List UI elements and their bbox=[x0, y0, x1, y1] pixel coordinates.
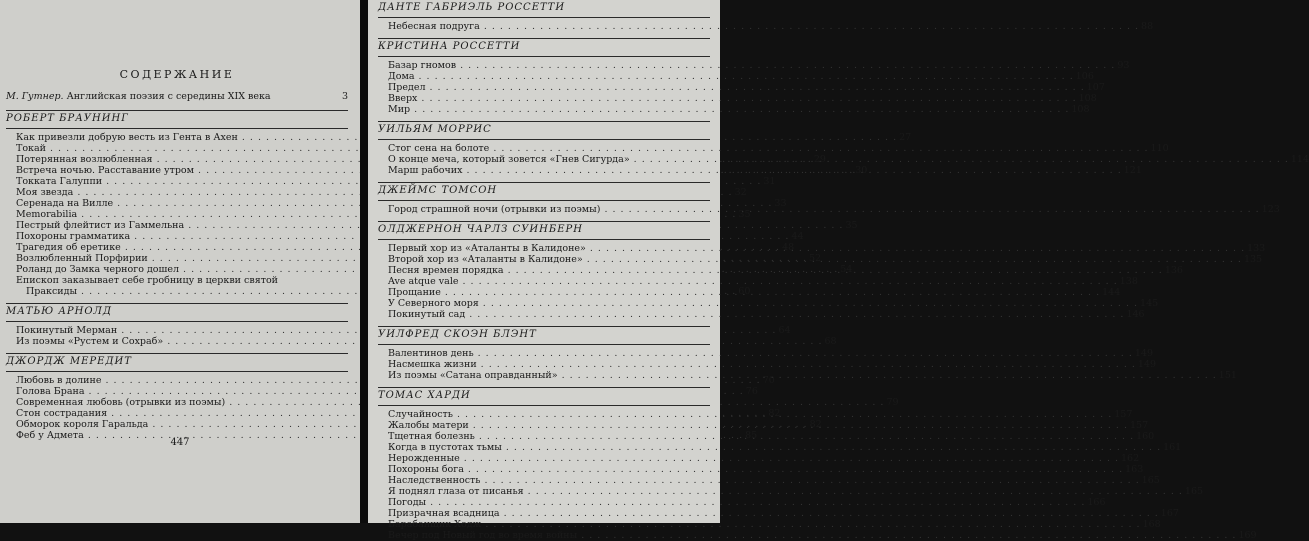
entry-title: Обморок короля Гаральда . . . bbox=[16, 419, 808, 430]
entry-page: 162 bbox=[1121, 453, 1140, 464]
toc-entry bbox=[378, 442, 1182, 453]
entry-page: 54 bbox=[840, 264, 853, 275]
section-author-heading: РОБЕРТ БРАУНИНГ bbox=[6, 110, 348, 129]
toc-entry bbox=[378, 486, 1204, 497]
entry-page: 168 bbox=[1142, 519, 1161, 530]
book-gutter bbox=[360, 0, 368, 523]
entry-title: Как привезли добрую весть из Гента в Ахен . . . bbox=[16, 132, 897, 143]
entry-title: Из поэмы «Рустем и Сохраб» . . . bbox=[16, 336, 822, 347]
entry-title: Я поднял глаза от писанья . . . bbox=[388, 486, 1183, 497]
section-author-heading: ДАНТЕ ГАБРИЭЛЬ РОССЕТТИ bbox=[378, 0, 710, 18]
toc-entry bbox=[378, 519, 1161, 530]
entry-title: Покинутый сад . . . bbox=[388, 309, 1124, 320]
entry-title: Стог сена на болоте . . . bbox=[388, 143, 1149, 154]
entry-page: 136 bbox=[1164, 265, 1183, 276]
entry-title: Случайность . . . bbox=[388, 409, 1112, 420]
entry-page: 138 bbox=[1119, 276, 1138, 287]
toc-entry bbox=[378, 359, 1157, 370]
entry-page: 145 bbox=[1140, 298, 1159, 309]
entry-title: Марш рабочих . . . bbox=[388, 165, 1122, 176]
entry-page: 144 bbox=[1102, 287, 1121, 298]
entry-title: Пестрый флейтист из Гаммельна . . . bbox=[16, 220, 843, 231]
entry-page: 161 bbox=[1163, 442, 1182, 453]
entry-title: Из поэмы «Сатана оправданный» . . . bbox=[388, 370, 1217, 381]
entry-title: Нерожденные . . . bbox=[388, 453, 1119, 464]
entry-title: Епископ заказывает себе гробницу в церкви святой bbox=[16, 275, 278, 286]
entry-page: 166 bbox=[1087, 497, 1106, 508]
toc-entry bbox=[378, 21, 1154, 32]
section-author-heading: УИЛФРЕД СКОЭН БЛЭНТ bbox=[378, 326, 710, 345]
entry-title: Голова Брана . . . bbox=[16, 386, 744, 397]
intro-entry bbox=[6, 91, 348, 102]
entry-title: Моя звезда . . . bbox=[16, 187, 733, 198]
entry-page: 106 bbox=[1075, 71, 1094, 82]
entry-title: Дома . . . bbox=[388, 71, 1074, 82]
entry-page: 167 bbox=[1160, 508, 1179, 519]
entry-title: Встреча ночью. Расставание утром . . . bbox=[16, 165, 853, 176]
entry-title: Вечер под Новый год во время войны . . . bbox=[388, 530, 1236, 541]
entry-title: Токай . . . bbox=[16, 143, 705, 154]
entry-page: 165 bbox=[1141, 475, 1160, 486]
toc-entry bbox=[6, 198, 787, 209]
toc-entry bbox=[378, 276, 1138, 287]
entry-title: Феб у Адмета . . . bbox=[16, 430, 743, 441]
entry-page: 70 bbox=[762, 375, 775, 386]
entry-page: 169 bbox=[1238, 530, 1257, 541]
section-author-heading: ТОМАС ХАРДИ bbox=[378, 387, 710, 406]
entry-title: Серенада на Вилле . . . bbox=[16, 198, 772, 209]
entry-title: Предел . . . bbox=[388, 82, 1085, 93]
entry-page: 35 bbox=[738, 209, 751, 220]
section-author-heading: УИЛЬЯМ МОРРИС bbox=[378, 121, 710, 140]
entry-title: Современная любовь (отрывки из поэмы) . . . bbox=[16, 397, 884, 408]
toc-entry bbox=[6, 176, 776, 187]
entry-title: Возлюбленный Порфирии . . . bbox=[16, 253, 807, 264]
entry-title: У Северного моря . . . bbox=[388, 298, 1138, 309]
intro-author: М. Гутнер. bbox=[6, 91, 64, 102]
toc-entry bbox=[6, 132, 912, 143]
entry-title: Насмешка жизни . . . bbox=[388, 359, 1136, 370]
entry-title: Базар гномов . . . bbox=[388, 60, 1115, 71]
entry-page: 160 bbox=[1136, 431, 1155, 442]
entry-page: 68 bbox=[824, 336, 837, 347]
entry-page: 108 bbox=[1071, 104, 1090, 115]
entry-title: Трагедия об еретике . . . bbox=[16, 242, 780, 253]
entry-title: Барабанщик Ходж . . . bbox=[388, 519, 1141, 530]
toc-entry bbox=[378, 530, 1257, 541]
toc-entry bbox=[6, 143, 348, 154]
entry-page: 85 bbox=[745, 430, 758, 441]
entry-page: 108 bbox=[1078, 93, 1097, 104]
section-author-heading: МАТЬЮ АРНОЛД bbox=[6, 303, 348, 322]
toc-entry bbox=[378, 298, 1159, 309]
entry-page: 82 bbox=[809, 419, 822, 430]
entry-page: 93 bbox=[1117, 60, 1130, 71]
entry-page: 149 bbox=[1134, 348, 1154, 359]
entry-title: Потерянная возлюбленная . . . bbox=[16, 154, 812, 165]
intro-page: 3 bbox=[341, 91, 348, 102]
entry-page: 114 bbox=[1290, 154, 1309, 165]
entry-title: Песня времен порядка . . . bbox=[388, 265, 1163, 276]
entry-title: Стон сострадания . . . bbox=[16, 408, 766, 419]
toc-entry bbox=[378, 497, 1106, 508]
entry-title: Любовь в долине . . . bbox=[16, 375, 761, 386]
entry-page: 44 bbox=[791, 231, 804, 242]
entry-page: 88 bbox=[1141, 21, 1154, 32]
entry-page: 146 bbox=[1126, 309, 1145, 320]
section-author-heading: ДЖОРДЖ МЕРЕДИТ bbox=[6, 353, 348, 372]
entry-page: 32 bbox=[734, 187, 747, 198]
entry-title: Призрачная всадница . . . bbox=[388, 508, 1159, 519]
entry-page: 157 bbox=[1130, 420, 1149, 431]
entry-title: Токката Галуппи . . . bbox=[16, 176, 761, 187]
entry-page: 31 bbox=[763, 176, 776, 187]
entry-page: 52 bbox=[809, 253, 822, 264]
entry-page: 33 bbox=[774, 198, 787, 209]
toc-entry bbox=[378, 464, 1144, 475]
entry-title: Прощание . . . bbox=[388, 287, 1100, 298]
entry-title: Ave atque vale . . . bbox=[388, 276, 1118, 287]
entry-title: Роланд до Замка черного дошел . . . bbox=[16, 264, 838, 275]
entry-title: Когда в пустотах тьмы . . . bbox=[388, 442, 1161, 453]
toc-entry bbox=[378, 309, 1145, 320]
entry-page: 30 bbox=[855, 165, 868, 176]
toc-entry bbox=[6, 397, 899, 408]
entry-page: 157 bbox=[1114, 409, 1133, 420]
entry-page: 76 bbox=[745, 386, 758, 397]
entry-page: 29 bbox=[813, 154, 826, 165]
entry-title: Вверх . . . bbox=[388, 93, 1077, 104]
entry-title: Второй хор из «Аталанты в Калидоне» . . . bbox=[388, 254, 1242, 265]
entry-page: 133 bbox=[1247, 243, 1266, 254]
entry-page: 48 bbox=[782, 242, 795, 253]
entry-page: 110 bbox=[1150, 143, 1169, 154]
toc-entry bbox=[378, 453, 1140, 464]
toc-entry bbox=[378, 104, 1090, 115]
entry-title: Город страшной ночи (отрывки из поэмы) . . . bbox=[388, 204, 1260, 215]
entry-page: 35 bbox=[845, 220, 858, 231]
toc-entry bbox=[378, 93, 1097, 104]
entry-page: 27 bbox=[899, 132, 912, 143]
entry-page: 123 bbox=[1261, 204, 1280, 215]
intro-title: Английская поэзия с середины XIX века bbox=[66, 91, 271, 102]
toc-entry bbox=[378, 508, 1179, 519]
toc-entry bbox=[378, 60, 1130, 71]
entry-title: Покинутый Мерман . . . bbox=[16, 325, 776, 336]
toc-entry bbox=[378, 143, 1169, 154]
toc-entry bbox=[6, 336, 837, 347]
entry-page: 107 bbox=[1086, 82, 1105, 93]
entry-page: 64 bbox=[778, 325, 791, 336]
entry-page: 163 bbox=[1125, 464, 1144, 475]
section-author-heading: КРИСТИНА РОССЕТТИ bbox=[378, 38, 710, 57]
entry-title: Первый хор из «Аталанты в Калидоне» . . . bbox=[388, 243, 1245, 254]
page-number: 447 bbox=[170, 437, 190, 448]
entry-title: Похороны грамматика . . . bbox=[16, 231, 789, 242]
toc-entry bbox=[6, 275, 348, 286]
toc-entry bbox=[378, 348, 1154, 359]
entry-page: 149 bbox=[1137, 359, 1157, 370]
section-author-heading: ДЖЕЙМС ТОМСОН bbox=[378, 182, 710, 201]
toc-entry bbox=[378, 475, 1160, 486]
entry-title: Похороны бога . . . bbox=[388, 464, 1123, 475]
toc-section bbox=[378, 38, 1130, 115]
entry-title: Небесная подруга . . . bbox=[388, 21, 1139, 32]
entry-title: Валентинов день . . . bbox=[388, 348, 1133, 359]
section-author-heading: ОЛДЖЕРНОН ЧАРЛЗ СУИНБЕРН bbox=[378, 221, 710, 240]
entry-page: 121 bbox=[1123, 165, 1142, 176]
toc-section bbox=[378, 0, 1154, 32]
entry-page: 135 bbox=[1243, 254, 1263, 265]
toc-entry bbox=[378, 82, 1105, 93]
entry-title: Мир . . . bbox=[388, 104, 1069, 115]
entry-page: 165 bbox=[1184, 486, 1204, 497]
page-title: СОДЕРЖАНИЕ bbox=[119, 68, 235, 81]
entry-page: 60 bbox=[738, 286, 751, 297]
entry-title: Memorabilia . . . bbox=[16, 209, 736, 220]
entry-page: 82 bbox=[768, 408, 781, 419]
entry-title: Тщетная болезнь . . . bbox=[388, 431, 1134, 442]
entry-title: Праксиды . . . bbox=[26, 286, 736, 297]
entry-title: Жалобы матери . . . bbox=[388, 420, 1128, 431]
toc-entry bbox=[378, 71, 1094, 82]
entry-title: Погоды . . . bbox=[388, 497, 1085, 508]
entry-page: 151 bbox=[1218, 370, 1237, 381]
toc-entry bbox=[6, 231, 804, 242]
entry-page: 79 bbox=[886, 397, 899, 408]
entry-title: О конце меча, который зовется «Гнев Сигурда» . . . bbox=[388, 154, 1289, 165]
entry-title: Наследственность . . . bbox=[388, 475, 1140, 486]
